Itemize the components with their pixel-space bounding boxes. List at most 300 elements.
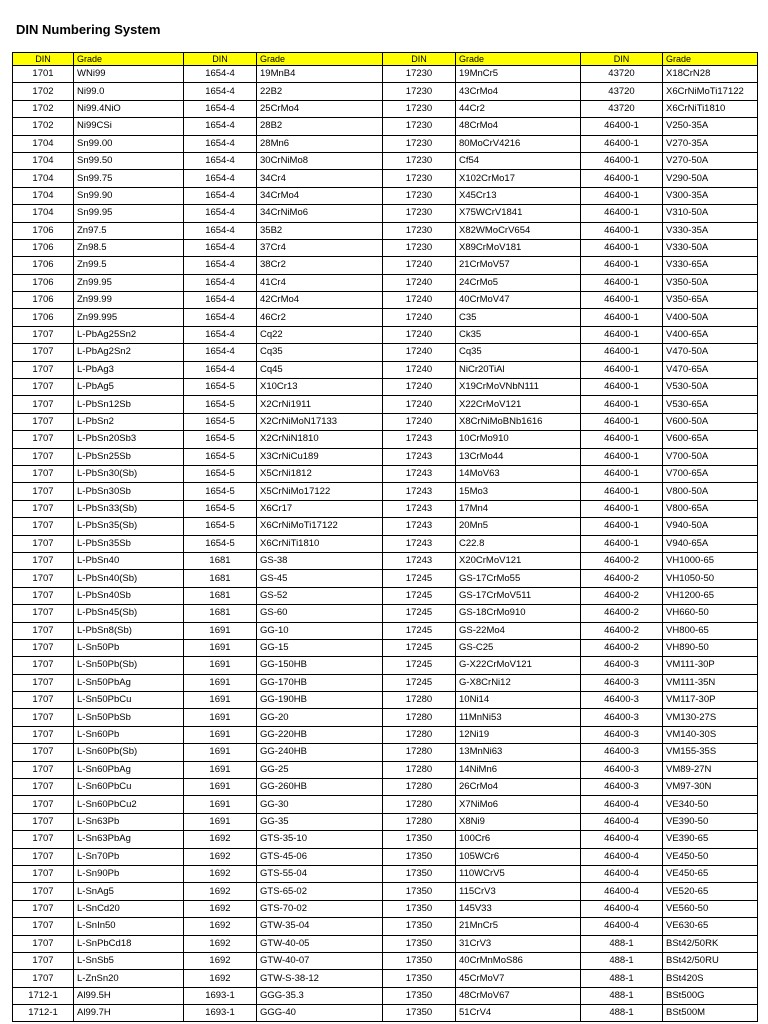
din-cell: 1654-5 bbox=[184, 431, 257, 448]
grade-cell: VH1050-50 bbox=[663, 570, 758, 587]
din-cell: 1704 bbox=[13, 170, 74, 187]
grade-cell: BSt500G bbox=[663, 987, 758, 1004]
din-cell: 1654-5 bbox=[184, 448, 257, 465]
grade-cell: 10Ni14 bbox=[456, 692, 581, 709]
grade-cell: VM89-27N bbox=[663, 761, 758, 778]
grade-cell: VH800-65 bbox=[663, 622, 758, 639]
grade-cell: VM117-30P bbox=[663, 692, 758, 709]
table-row bbox=[13, 674, 758, 691]
din-cell: 46400-2 bbox=[581, 587, 663, 604]
grade-cell: Ni99.4NiO bbox=[74, 100, 184, 117]
table-row bbox=[13, 726, 758, 743]
din-cell: 1693-1 bbox=[184, 987, 257, 1004]
table-row bbox=[13, 952, 758, 969]
grade-cell: Sn99.95 bbox=[74, 205, 184, 222]
din-cell: 1654-5 bbox=[184, 483, 257, 500]
table-row bbox=[13, 622, 758, 639]
grade-cell: X5CrNi1812 bbox=[257, 465, 383, 482]
grade-cell: Cq45 bbox=[257, 361, 383, 378]
din-cell: 1654-4 bbox=[184, 361, 257, 378]
din-cell: 488-1 bbox=[581, 935, 663, 952]
grade-cell: L-PbAg25Sn2 bbox=[74, 326, 184, 343]
din-cell: 17280 bbox=[383, 796, 456, 813]
din-cell: 1691 bbox=[184, 779, 257, 796]
din-cell: 17280 bbox=[383, 744, 456, 761]
grade-cell: L-Sn50PbSb bbox=[74, 709, 184, 726]
header-row bbox=[13, 53, 758, 66]
grade-cell: Ck35 bbox=[456, 326, 581, 343]
din-cell: 1712-1 bbox=[13, 987, 74, 1004]
din-cell: 17243 bbox=[383, 483, 456, 500]
grade-cell: V600-65A bbox=[663, 431, 758, 448]
table-row bbox=[13, 535, 758, 552]
grade-cell: GS-52 bbox=[257, 587, 383, 604]
grade-cell: WNi99 bbox=[74, 66, 184, 83]
table-row bbox=[13, 361, 758, 378]
grade-cell: GG-25 bbox=[257, 761, 383, 778]
grade-cell: Zn99.95 bbox=[74, 274, 184, 291]
grade-cell: 48CrMoV67 bbox=[456, 987, 581, 1004]
table-row bbox=[13, 692, 758, 709]
table-row bbox=[13, 152, 758, 169]
grade-cell: V300-35A bbox=[663, 187, 758, 204]
din-cell: 46400-1 bbox=[581, 518, 663, 535]
din-cell: 1692 bbox=[184, 883, 257, 900]
grade-cell: X3CrNiCu189 bbox=[257, 448, 383, 465]
din-cell: 17230 bbox=[383, 170, 456, 187]
grade-cell: L-SnPbCd18 bbox=[74, 935, 184, 952]
din-cell: 17240 bbox=[383, 309, 456, 326]
din-cell: 17280 bbox=[383, 692, 456, 709]
grade-cell: Cq22 bbox=[257, 326, 383, 343]
grade-cell: 28B2 bbox=[257, 118, 383, 135]
din-cell: 1704 bbox=[13, 187, 74, 204]
grade-cell: GS-C25 bbox=[456, 639, 581, 656]
grade-cell: L-SnIn50 bbox=[74, 918, 184, 935]
table-row bbox=[13, 796, 758, 813]
grade-cell: Sn99.00 bbox=[74, 135, 184, 152]
din-cell: 46400-1 bbox=[581, 326, 663, 343]
grade-cell: V800-65A bbox=[663, 500, 758, 517]
grade-cell: GS-38 bbox=[257, 552, 383, 569]
din-cell: 17243 bbox=[383, 465, 456, 482]
din-cell: 17230 bbox=[383, 118, 456, 135]
grade-cell: GG-10 bbox=[257, 622, 383, 639]
din-cell: 1707 bbox=[13, 552, 74, 569]
grade-cell: Sn99.50 bbox=[74, 152, 184, 169]
din-cell: 17245 bbox=[383, 657, 456, 674]
din-cell: 1707 bbox=[13, 570, 74, 587]
grade-cell: L-Sn50Pb(Sb) bbox=[74, 657, 184, 674]
din-cell: 17280 bbox=[383, 779, 456, 796]
din-cell: 1707 bbox=[13, 379, 74, 396]
table-row bbox=[13, 274, 758, 291]
din-cell: 17230 bbox=[383, 83, 456, 100]
grade-cell: NiCr20TiAl bbox=[456, 361, 581, 378]
grade-cell: L-SnCd20 bbox=[74, 900, 184, 917]
grade-cell: GS-17CrMo55 bbox=[456, 570, 581, 587]
table-row bbox=[13, 918, 758, 935]
grade-cell: 26CrMo4 bbox=[456, 779, 581, 796]
grade-cell: 100Cr6 bbox=[456, 831, 581, 848]
din-cell: 46400-4 bbox=[581, 796, 663, 813]
table-row bbox=[13, 205, 758, 222]
din-cell: 17243 bbox=[383, 552, 456, 569]
grade-cell: 31CrV3 bbox=[456, 935, 581, 952]
din-cell: 46400-1 bbox=[581, 344, 663, 361]
grade-cell: L-PbAg5 bbox=[74, 379, 184, 396]
din-cell: 1654-4 bbox=[184, 222, 257, 239]
din-cell: 46400-1 bbox=[581, 187, 663, 204]
din-cell: 1654-4 bbox=[184, 83, 257, 100]
table-row bbox=[13, 779, 758, 796]
grade-cell: L-PbSn40(Sb) bbox=[74, 570, 184, 587]
grade-cell: 34CrMo4 bbox=[257, 187, 383, 204]
table-row bbox=[13, 883, 758, 900]
grade-cell: V530-65A bbox=[663, 396, 758, 413]
grade-cell: L-PbAg3 bbox=[74, 361, 184, 378]
grade-cell: GTW-S-38-12 bbox=[257, 970, 383, 987]
grade-cell: L-Sn50PbAg bbox=[74, 674, 184, 691]
table-row bbox=[13, 66, 758, 83]
grade-cell: GG-35 bbox=[257, 813, 383, 830]
grade-cell: Cq35 bbox=[456, 344, 581, 361]
din-cell: 46400-1 bbox=[581, 483, 663, 500]
din-cell: 1691 bbox=[184, 692, 257, 709]
grade-cell: X5CrNiMo17122 bbox=[257, 483, 383, 500]
grade-cell: X82WMoCrV654 bbox=[456, 222, 581, 239]
din-cell: 46400-4 bbox=[581, 918, 663, 935]
din-cell: 1693-1 bbox=[184, 1005, 257, 1022]
din-cell: 17240 bbox=[383, 361, 456, 378]
din-cell: 46400-2 bbox=[581, 605, 663, 622]
din-cell: 17243 bbox=[383, 518, 456, 535]
din-cell: 1654-5 bbox=[184, 413, 257, 430]
grade-cell: 12Ni19 bbox=[456, 726, 581, 743]
grade-cell: GS-22Mo4 bbox=[456, 622, 581, 639]
grade-cell: 24CrMo5 bbox=[456, 274, 581, 291]
din-cell: 46400-1 bbox=[581, 118, 663, 135]
table-row bbox=[13, 483, 758, 500]
din-table bbox=[12, 52, 758, 1022]
din-cell: 1654-5 bbox=[184, 518, 257, 535]
grade-cell: VE560-50 bbox=[663, 900, 758, 917]
table-row bbox=[13, 239, 758, 256]
grade-cell: VM130-27S bbox=[663, 709, 758, 726]
grade-cell: L-PbSn30Sb bbox=[74, 483, 184, 500]
grade-cell: L-SnSb5 bbox=[74, 952, 184, 969]
din-cell: 1654-4 bbox=[184, 239, 257, 256]
grade-cell: 46Cr2 bbox=[257, 309, 383, 326]
din-cell: 1707 bbox=[13, 639, 74, 656]
grade-cell: V350-65A bbox=[663, 292, 758, 309]
grade-cell: V290-50A bbox=[663, 170, 758, 187]
din-cell: 17240 bbox=[383, 257, 456, 274]
grade-cell: 35B2 bbox=[257, 222, 383, 239]
table-row bbox=[13, 413, 758, 430]
din-cell: 46400-2 bbox=[581, 639, 663, 656]
grade-cell: GG-240HB bbox=[257, 744, 383, 761]
grade-cell: L-Sn50PbCu bbox=[74, 692, 184, 709]
din-cell: 1706 bbox=[13, 274, 74, 291]
grade-cell: GTS-70-02 bbox=[257, 900, 383, 917]
grade-cell: 80MoCrV4216 bbox=[456, 135, 581, 152]
grade-cell: 21MnCr5 bbox=[456, 918, 581, 935]
header-din: DIN bbox=[184, 53, 257, 66]
din-cell: 17240 bbox=[383, 379, 456, 396]
din-cell: 17243 bbox=[383, 535, 456, 552]
din-cell: 1707 bbox=[13, 465, 74, 482]
grade-cell: VH660-50 bbox=[663, 605, 758, 622]
din-cell: 1704 bbox=[13, 205, 74, 222]
grade-cell: VE340-50 bbox=[663, 796, 758, 813]
grade-cell: 45CrMoV7 bbox=[456, 970, 581, 987]
grade-cell: BSt500M bbox=[663, 1005, 758, 1022]
din-cell: 46400-1 bbox=[581, 170, 663, 187]
grade-cell: L-Sn60PbCu2 bbox=[74, 796, 184, 813]
din-cell: 1704 bbox=[13, 152, 74, 169]
din-cell: 1707 bbox=[13, 744, 74, 761]
din-cell: 46400-2 bbox=[581, 570, 663, 587]
din-cell: 46400-1 bbox=[581, 274, 663, 291]
din-cell: 1654-4 bbox=[184, 135, 257, 152]
grade-cell: 17Mn4 bbox=[456, 500, 581, 517]
table-row bbox=[13, 552, 758, 569]
grade-cell: L-PbSn30(Sb) bbox=[74, 465, 184, 482]
din-cell: 46400-4 bbox=[581, 865, 663, 882]
grade-cell: X22CrMoV121 bbox=[456, 396, 581, 413]
din-cell: 46400-1 bbox=[581, 465, 663, 482]
din-cell: 17350 bbox=[383, 831, 456, 848]
grade-cell: L-Sn63Pb bbox=[74, 813, 184, 830]
grade-cell: L-PbSn20Sb3 bbox=[74, 431, 184, 448]
grade-cell: 43CrMo4 bbox=[456, 83, 581, 100]
din-cell: 1691 bbox=[184, 674, 257, 691]
grade-cell: X45Cr13 bbox=[456, 187, 581, 204]
grade-cell: L-PbSn40Sb bbox=[74, 587, 184, 604]
din-cell: 46400-1 bbox=[581, 239, 663, 256]
grade-cell: X19CrMoVNbN111 bbox=[456, 379, 581, 396]
din-cell: 1707 bbox=[13, 344, 74, 361]
grade-cell: X10Cr13 bbox=[257, 379, 383, 396]
grade-cell: GTS-35-10 bbox=[257, 831, 383, 848]
din-cell: 1707 bbox=[13, 883, 74, 900]
din-cell: 1654-4 bbox=[184, 274, 257, 291]
din-cell: 1707 bbox=[13, 848, 74, 865]
din-cell: 46400-1 bbox=[581, 152, 663, 169]
din-cell: 1706 bbox=[13, 257, 74, 274]
grade-cell: GTS-45-06 bbox=[257, 848, 383, 865]
din-cell: 46400-3 bbox=[581, 726, 663, 743]
din-cell: 17245 bbox=[383, 639, 456, 656]
din-cell: 1706 bbox=[13, 239, 74, 256]
grade-cell: X89CrMoV181 bbox=[456, 239, 581, 256]
table-row bbox=[13, 865, 758, 882]
grade-cell: 145V33 bbox=[456, 900, 581, 917]
header-din: DIN bbox=[581, 53, 663, 66]
din-cell: 17230 bbox=[383, 222, 456, 239]
din-cell: 17240 bbox=[383, 274, 456, 291]
grade-cell: 15Mo3 bbox=[456, 483, 581, 500]
grade-cell: X6CrNiTi1810 bbox=[257, 535, 383, 552]
din-cell: 46400-1 bbox=[581, 292, 663, 309]
header-grade: Grade bbox=[74, 53, 184, 66]
din-cell: 46400-1 bbox=[581, 396, 663, 413]
din-cell: 1707 bbox=[13, 622, 74, 639]
din-cell: 46400-1 bbox=[581, 309, 663, 326]
grade-cell: L-Sn60PbAg bbox=[74, 761, 184, 778]
grade-cell: 34Cr4 bbox=[257, 170, 383, 187]
grade-cell: G-X8CrNi12 bbox=[456, 674, 581, 691]
grade-cell: X6Cr17 bbox=[257, 500, 383, 517]
din-cell: 46400-1 bbox=[581, 500, 663, 517]
grade-cell: V940-50A bbox=[663, 518, 758, 535]
grade-cell: X6CrNiMoTi17122 bbox=[663, 83, 758, 100]
din-cell: 46400-2 bbox=[581, 552, 663, 569]
din-cell: 46400-1 bbox=[581, 379, 663, 396]
din-cell: 43720 bbox=[581, 66, 663, 83]
din-cell: 1654-4 bbox=[184, 170, 257, 187]
grade-cell: X2CrNi1911 bbox=[257, 396, 383, 413]
table-row bbox=[13, 587, 758, 604]
grade-cell: 10CrMo910 bbox=[456, 431, 581, 448]
grade-cell: 14NiMn6 bbox=[456, 761, 581, 778]
grade-cell: X7NiMo6 bbox=[456, 796, 581, 813]
grade-cell: 38Cr2 bbox=[257, 257, 383, 274]
grade-cell: GG-30 bbox=[257, 796, 383, 813]
grade-cell: GTW-35-04 bbox=[257, 918, 383, 935]
din-cell: 17350 bbox=[383, 883, 456, 900]
table-row bbox=[13, 570, 758, 587]
din-cell: 17350 bbox=[383, 1005, 456, 1022]
din-cell: 1654-4 bbox=[184, 292, 257, 309]
grade-cell: GTS-55-04 bbox=[257, 865, 383, 882]
table-row bbox=[13, 326, 758, 343]
grade-cell: VM111-30P bbox=[663, 657, 758, 674]
table-row bbox=[13, 639, 758, 656]
grade-cell: 14MoV63 bbox=[456, 465, 581, 482]
grade-cell: X8CrNiMoBNb1616 bbox=[456, 413, 581, 430]
table-row bbox=[13, 396, 758, 413]
grade-cell: L-Sn60PbCu bbox=[74, 779, 184, 796]
grade-cell: V270-35A bbox=[663, 135, 758, 152]
table-row bbox=[13, 135, 758, 152]
grade-cell: VE450-50 bbox=[663, 848, 758, 865]
grade-cell: VH1200-65 bbox=[663, 587, 758, 604]
grade-cell: V330-50A bbox=[663, 239, 758, 256]
din-cell: 17280 bbox=[383, 709, 456, 726]
grade-cell: L-PbSn8(Sb) bbox=[74, 622, 184, 639]
grade-cell: L-PbSn45(Sb) bbox=[74, 605, 184, 622]
table-row bbox=[13, 744, 758, 761]
grade-cell: L-PbSn35Sb bbox=[74, 535, 184, 552]
din-cell: 46400-1 bbox=[581, 413, 663, 430]
din-cell: 46400-2 bbox=[581, 622, 663, 639]
grade-cell: GG-220HB bbox=[257, 726, 383, 743]
din-cell: 1692 bbox=[184, 848, 257, 865]
din-cell: 46400-1 bbox=[581, 257, 663, 274]
din-cell: 17350 bbox=[383, 952, 456, 969]
din-cell: 17240 bbox=[383, 396, 456, 413]
din-cell: 1707 bbox=[13, 709, 74, 726]
grade-cell: V470-65A bbox=[663, 361, 758, 378]
grade-cell: C35 bbox=[456, 309, 581, 326]
din-cell: 1654-5 bbox=[184, 379, 257, 396]
grade-cell: GS-17CrMoV511 bbox=[456, 587, 581, 604]
table-row bbox=[13, 83, 758, 100]
din-cell: 1707 bbox=[13, 657, 74, 674]
din-cell: 1707 bbox=[13, 831, 74, 848]
din-cell: 46400-3 bbox=[581, 657, 663, 674]
grade-cell: 51CrV4 bbox=[456, 1005, 581, 1022]
grade-cell: GG-150HB bbox=[257, 657, 383, 674]
din-cell: 1692 bbox=[184, 831, 257, 848]
table-row bbox=[13, 970, 758, 987]
grade-cell: L-PbSn2 bbox=[74, 413, 184, 430]
table-row bbox=[13, 848, 758, 865]
din-cell: 17240 bbox=[383, 344, 456, 361]
table-row bbox=[13, 292, 758, 309]
din-cell: 1707 bbox=[13, 779, 74, 796]
din-cell: 17245 bbox=[383, 587, 456, 604]
grade-cell: VE450-65 bbox=[663, 865, 758, 882]
din-cell: 1681 bbox=[184, 570, 257, 587]
grade-cell: L-PbSn35(Sb) bbox=[74, 518, 184, 535]
grade-cell: BSt420S bbox=[663, 970, 758, 987]
din-cell: 17280 bbox=[383, 813, 456, 830]
din-cell: 1706 bbox=[13, 292, 74, 309]
table-row bbox=[13, 935, 758, 952]
grade-cell: GS-60 bbox=[257, 605, 383, 622]
din-cell: 488-1 bbox=[581, 952, 663, 969]
din-cell: 1707 bbox=[13, 796, 74, 813]
din-cell: 46400-1 bbox=[581, 448, 663, 465]
din-cell: 46400-4 bbox=[581, 883, 663, 900]
din-cell: 1706 bbox=[13, 309, 74, 326]
grade-cell: VE520-65 bbox=[663, 883, 758, 900]
header-grade: Grade bbox=[257, 53, 383, 66]
grade-cell: Al99.5H bbox=[74, 987, 184, 1004]
din-cell: 17350 bbox=[383, 918, 456, 935]
din-cell: 17243 bbox=[383, 500, 456, 517]
grade-cell: L-Sn90Pb bbox=[74, 865, 184, 882]
table-row bbox=[13, 1005, 758, 1022]
table-row bbox=[13, 709, 758, 726]
grade-cell: VM140-30S bbox=[663, 726, 758, 743]
header-grade: Grade bbox=[663, 53, 758, 66]
din-cell: 1691 bbox=[184, 622, 257, 639]
din-cell: 1691 bbox=[184, 726, 257, 743]
din-cell: 1691 bbox=[184, 744, 257, 761]
grade-cell: 34CrNiMo6 bbox=[257, 205, 383, 222]
grade-cell: X75WCrV1841 bbox=[456, 205, 581, 222]
grade-cell: V600-50A bbox=[663, 413, 758, 430]
table-row bbox=[13, 605, 758, 622]
table-row bbox=[13, 465, 758, 482]
table-row bbox=[13, 518, 758, 535]
din-cell: 1702 bbox=[13, 118, 74, 135]
table-row bbox=[13, 761, 758, 778]
grade-cell: Zn99.99 bbox=[74, 292, 184, 309]
din-cell: 46400-1 bbox=[581, 361, 663, 378]
grade-cell: L-Sn50Pb bbox=[74, 639, 184, 656]
din-cell: 46400-1 bbox=[581, 431, 663, 448]
grade-cell: L-PbSn12Sb bbox=[74, 396, 184, 413]
din-cell: 17350 bbox=[383, 848, 456, 865]
din-cell: 1692 bbox=[184, 952, 257, 969]
din-cell: 1654-4 bbox=[184, 187, 257, 204]
grade-cell: VH890-50 bbox=[663, 639, 758, 656]
